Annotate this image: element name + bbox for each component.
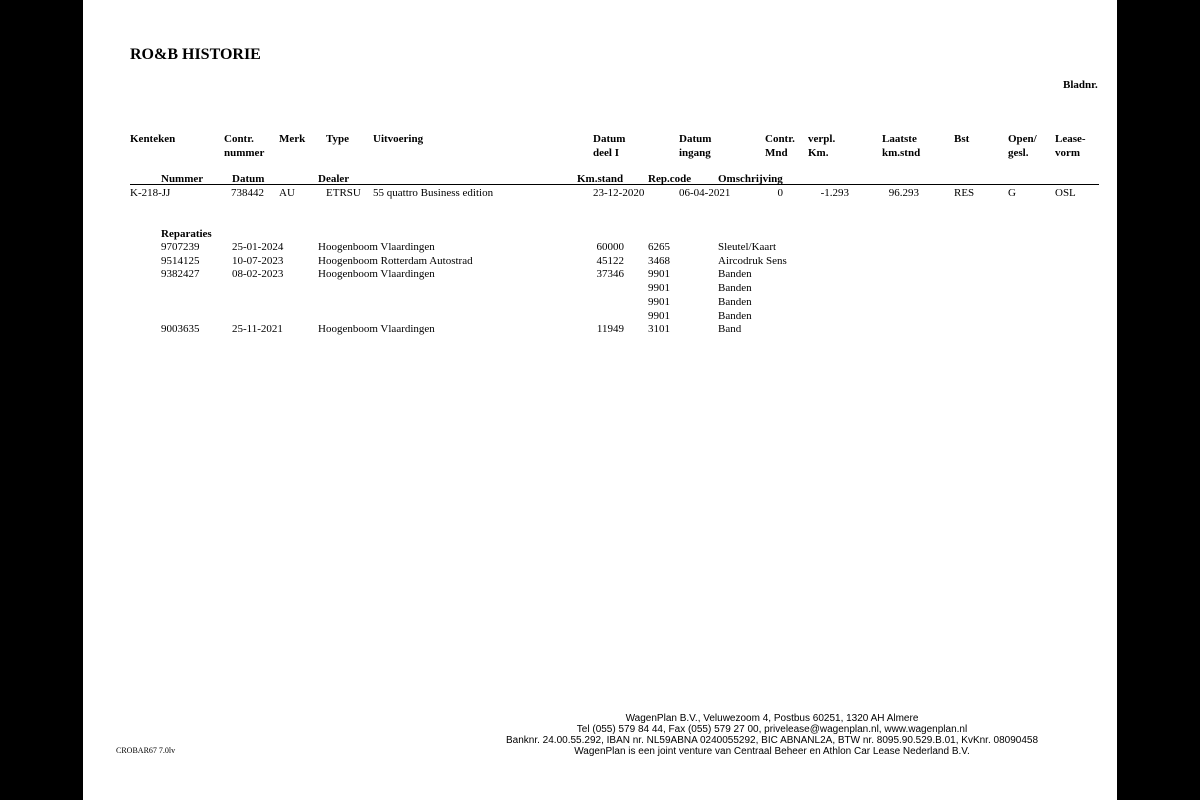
header-uitvoering: Uitvoering	[373, 133, 424, 145]
subheader-datum: Datum	[232, 173, 265, 185]
page-number-label: Bladnr.	[1063, 79, 1098, 91]
repair-dealer: Hoogenboom Rotterdam Autostrad	[318, 254, 473, 267]
repair-omschrijving: Banden	[718, 295, 752, 308]
repair-kmstand: 60000	[596, 241, 624, 253]
repair-dealer: Hoogenboom Vlaardingen	[318, 323, 435, 336]
repair-datum: 25-01-2024	[232, 241, 284, 253]
repair-kmstand: 45122	[596, 254, 624, 267]
subheader-omschrijving: Omschrijving	[718, 173, 783, 185]
vehicle-contract: 738442	[231, 187, 264, 199]
repair-repcode: 9901	[648, 309, 670, 322]
header-kenteken: Kenteken	[130, 133, 176, 145]
company-footer	[494, 713, 1050, 757]
repair-omschrijving: Banden	[718, 309, 752, 322]
repair-dealer: Hoogenboom Vlaardingen	[318, 241, 435, 253]
repair-kmstand: 11949	[596, 323, 624, 336]
header-lease-vorm: Lease- vorm	[1055, 133, 1086, 159]
page-title: RO&B HISTORIE	[130, 46, 261, 63]
repair-repcode: 9901	[648, 268, 670, 281]
report-code: CROBAR67 7.0lv	[116, 746, 176, 755]
repair-repcode: 3468	[648, 254, 670, 267]
repair-nummer: 9707239	[161, 241, 200, 253]
repair-kmstand: 37346	[596, 268, 624, 281]
repair-nummer: 9003635	[161, 323, 200, 336]
header-contr-mnd: Contr. Mnd	[765, 133, 795, 159]
header-datum-ingang: Datum ingang	[679, 133, 712, 159]
vehicle-open-gesl: G	[1008, 187, 1016, 199]
vehicle-laatste-kmstnd: 96.293	[888, 187, 919, 199]
repairs-heading: Reparaties	[161, 228, 212, 240]
vehicle-datum-ingang: 06-04-2021	[679, 187, 731, 199]
header-datum-deel1: Datum deel I	[593, 133, 626, 159]
repair-repcode: 3101	[648, 323, 670, 336]
footer-line-contact: Tel (055) 579 84 44, Fax (055) 579 27 00, privelease@wagenplan.nl, www.wagenplan.nl	[576, 724, 968, 735]
header-type: Type	[326, 133, 350, 145]
vehicle-datum-deel1: 23-12-2020	[593, 187, 645, 199]
header-laatste-kmstnd: Laatste km.stnd	[882, 133, 921, 159]
header-divider	[130, 184, 1099, 185]
repair-datum: 10-07-2023	[232, 254, 284, 267]
vehicle-type: ETRSU	[326, 187, 361, 199]
vehicle-bst: RES	[954, 187, 975, 199]
repair-omschrijving: Aircodruk Sens	[718, 254, 787, 267]
repair-repcode: 6265	[648, 241, 670, 253]
repair-dealer: Hoogenboom Vlaardingen	[318, 268, 435, 281]
repair-nummer: 9382427	[161, 268, 200, 281]
vehicle-verpl-km: -1.293	[820, 187, 849, 199]
repair-omschrijving: Sleutel/Kaart	[718, 241, 777, 253]
subheader-nummer: Nummer	[161, 173, 204, 185]
subheader-kmstand: Km.stand	[577, 173, 624, 185]
vehicle-lease-vorm: OSL	[1055, 187, 1076, 199]
vehicle-merk: AU	[279, 187, 295, 199]
header-verpl-km: verpl. Km.	[808, 133, 836, 159]
repair-omschrijving: Banden	[718, 282, 752, 295]
repair-datum: 25-11-2021	[232, 323, 283, 336]
repair-omschrijving: Band	[718, 323, 742, 336]
repair-datum: 08-02-2023	[232, 268, 284, 281]
footer-line-address: WagenPlan B.V., Veluwezoom 4, Postbus 60251, 1320 AH Almere	[625, 713, 919, 724]
vehicle-kenteken: K-218-JJ	[130, 187, 171, 199]
footer-line-bank: Banknr. 24.00.55.292, IBAN nr. NL59ABNA 0240055292, BIC ABNANL2A, BTW nr. 8095.90.529.B.01, KvKnr. 08090458	[505, 735, 1039, 746]
header-merk: Merk	[279, 133, 306, 145]
repair-nummer: 9514125	[161, 254, 200, 267]
document-page	[83, 0, 1117, 800]
vehicle-uitvoering: 55 quattro Business edition	[373, 187, 494, 199]
subheader-repcode: Rep.code	[648, 173, 692, 185]
vehicle-contr-mnd: 0	[777, 187, 783, 199]
header-open-gesl: Open/ gesl.	[1008, 133, 1037, 159]
header-bst: Bst	[954, 133, 970, 145]
repair-repcode: 9901	[648, 282, 670, 295]
repair-repcode: 9901	[648, 295, 670, 308]
header-contr-nummer: Contr. nummer	[224, 133, 265, 159]
subheader-dealer: Dealer	[318, 173, 350, 185]
repair-omschrijving: Banden	[718, 268, 752, 281]
footer-line-venture: WagenPlan is een joint venture van Centraal Beheer en Athlon Car Lease Nederland B.V.	[574, 746, 970, 757]
